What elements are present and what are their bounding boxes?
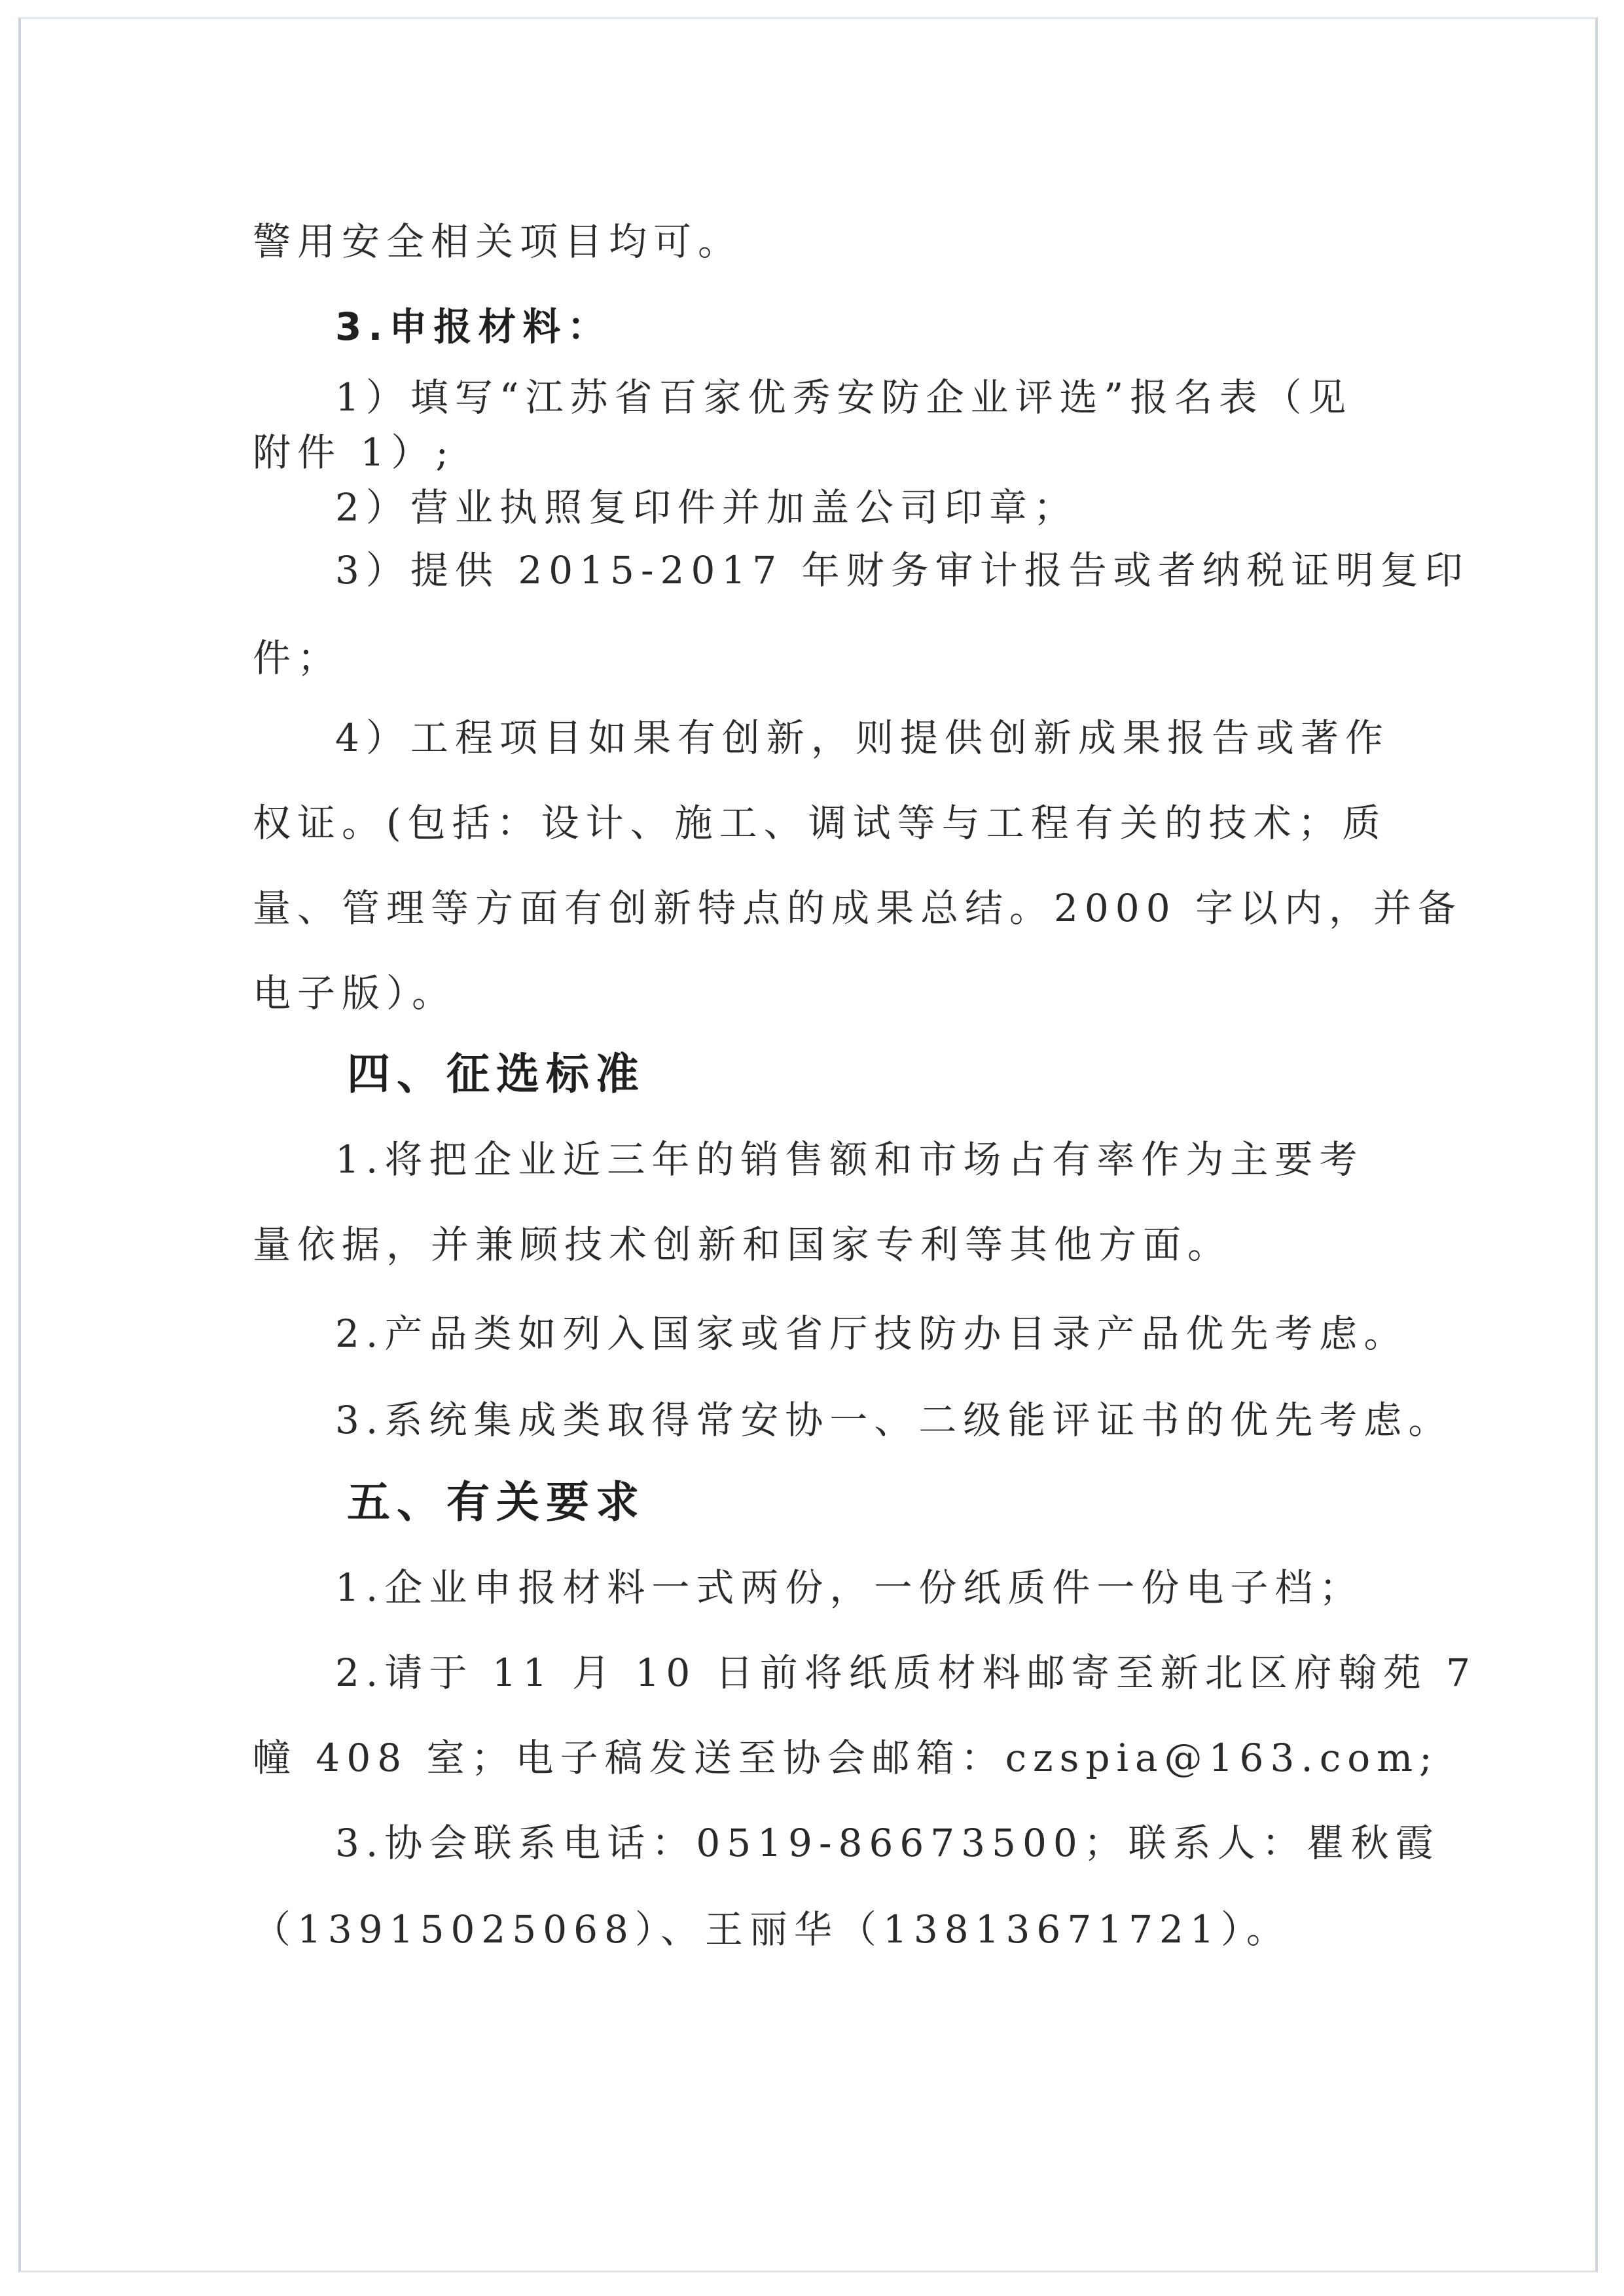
requirement-item-3-line-1: 3.协会联系电话：0519-86673500；联系人：瞿秋霞 [335,1821,1440,1865]
list-item-1-line-2: 附件 1）; [253,430,455,475]
section-subtitle-materials: 3.申报材料： [335,304,612,349]
requirement-item-1: 1.企业申报材料一式两份，一份纸质件一份电子档； [335,1565,1364,1610]
list-item-4-line-3: 量、管理等方面有创新特点的成果总结。2000 字以内，并备 [253,886,1463,930]
requirement-item-2-line-2: 幢 408 室；电子稿发送至协会邮箱：czspia@163.com; [253,1736,1439,1780]
criteria-item-1-line-2: 量依据，并兼顾技术创新和国家专利等其他方面。 [253,1222,1233,1267]
section-heading-requirements: 五、有关要求 [347,1477,645,1527]
list-item-4-line-2: 权证。(包括：设计、施工、调试等与工程有关的技术；质 [253,801,1387,845]
section-heading-criteria: 四、征选标准 [347,1049,645,1099]
list-item-2: 2）营业执照复印件并加盖公司印章； [335,485,1078,530]
requirement-item-3-line-2: （13915025068）、王丽华（13813671721）。 [253,1907,1291,1952]
requirement-item-2-line-1: 2.请于 11 月 10 日前将纸质材料邮寄至新北区府翰苑 7 [335,1650,1477,1695]
criteria-item-3: 3.系统集成类取得常安协一、二级能评证书的优先考虑。 [335,1398,1453,1442]
list-item-3-line-1: 3）提供 2015-2017 年财务审计报告或者纳税证明复印 [335,548,1470,592]
list-item-4-line-1: 4）工程项目如果有创新，则提供创新成果报告或著作 [335,716,1390,760]
list-item-4-line-4: 电子版）。 [253,971,457,1015]
list-item-1-line-1: 1）填写“江苏省百家优秀安防企业评选”报名表（见 [335,375,1353,420]
criteria-item-1-line-1: 1.将把企业近三年的销售额和市场占有率作为主要考 [335,1137,1364,1182]
criteria-item-2: 2.产品类如列入国家或省厅技防办目录产品优先考虑。 [335,1311,1409,1356]
paragraph-line-police-security: 警用安全相关项目均可。 [253,219,743,264]
list-item-3-line-2: 件； [253,636,342,680]
